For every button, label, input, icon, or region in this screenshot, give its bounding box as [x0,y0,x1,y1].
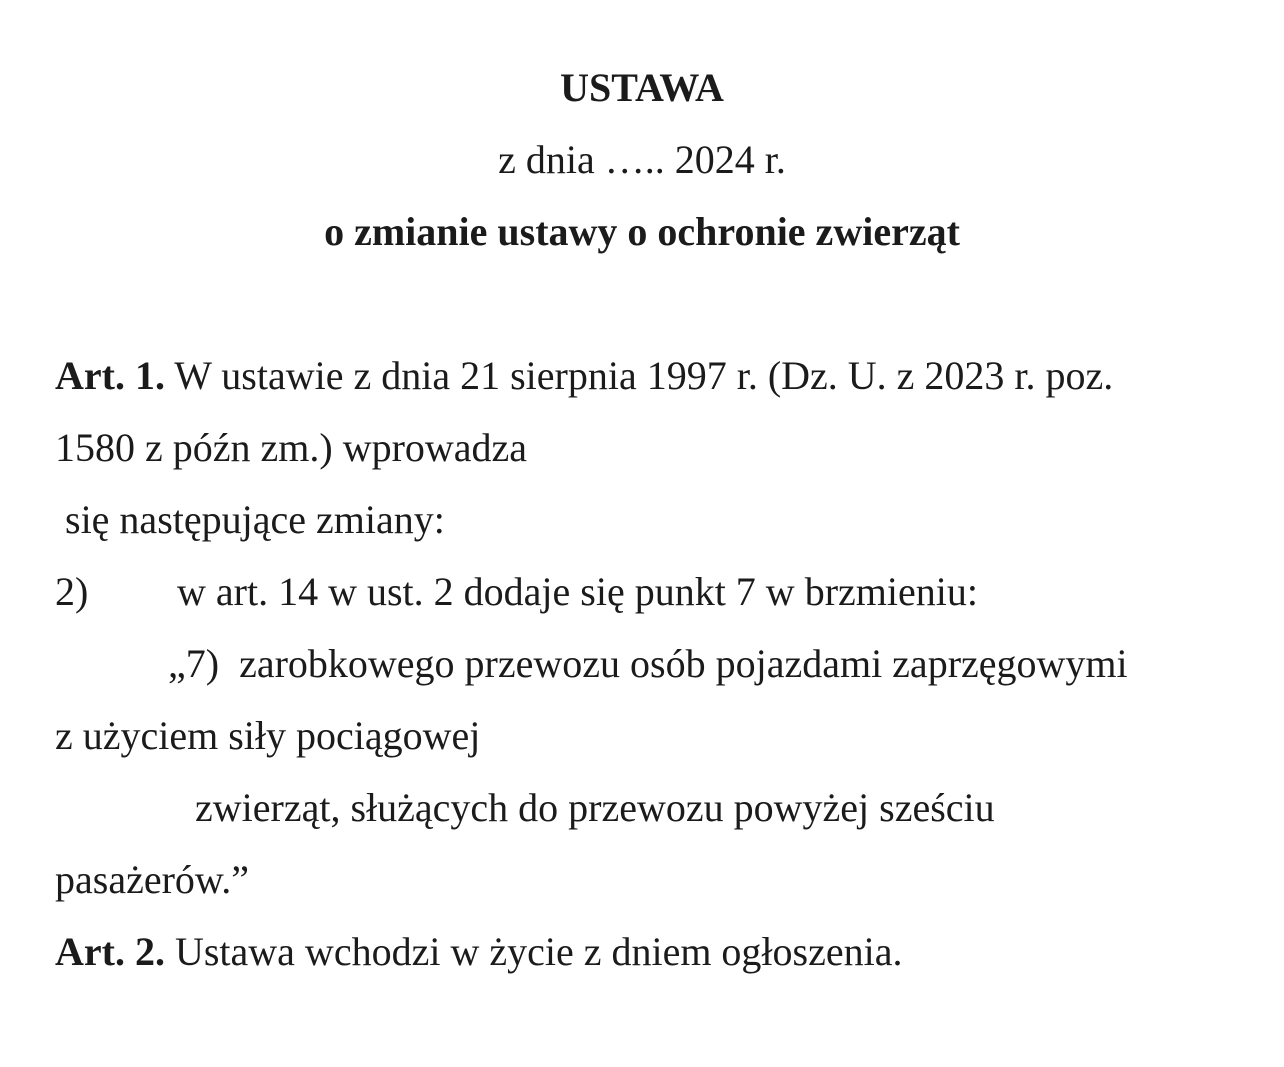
body-line [195,772,1244,844]
document-title: USTAWA [560,65,724,110]
document-subtitle: o zmianie ustawy o ochronie zwierząt [324,209,960,254]
body-line [55,412,1244,484]
body-line [55,556,1244,628]
body-line [55,916,1244,988]
line-text: 1580 z późn zm.) wprowadza [55,425,528,470]
body-line [55,700,1244,772]
body-line [55,484,1244,556]
line-text: się następujące zmiany: [55,497,445,542]
body-line [168,628,1244,700]
line-text: pasażerów.” [55,857,249,902]
document-header [0,52,1284,268]
body-line [55,844,1244,916]
line-text: W ustawie z dnia 21 sierpnia 1997 r. (Dz. U. z 2023 r. poz. [164,353,1114,398]
list-marker: 2) [55,569,89,614]
line-text: z użyciem siły pociągowej [55,713,481,758]
article-lead: Art. 2. [55,929,165,974]
line-text: Ustawa wchodzi w życie z dniem ogłoszenia. [164,929,903,974]
line-text: „7) zarobkowego przewozu osób pojazdami zaprzęgowymi [168,641,1128,686]
document-body [55,340,1244,988]
line-text: w art. 14 w ust. 2 dodaje się punkt 7 w brzmieniu: [177,569,978,614]
body-line [55,340,1244,412]
line-text: zwierząt, służących do przewozu powyżej sześciu [195,785,995,830]
document-date-line: z dnia ….. 2024 r. [498,137,786,182]
header-body-gap [0,268,1284,340]
article-lead: Art. 1. [55,353,165,398]
